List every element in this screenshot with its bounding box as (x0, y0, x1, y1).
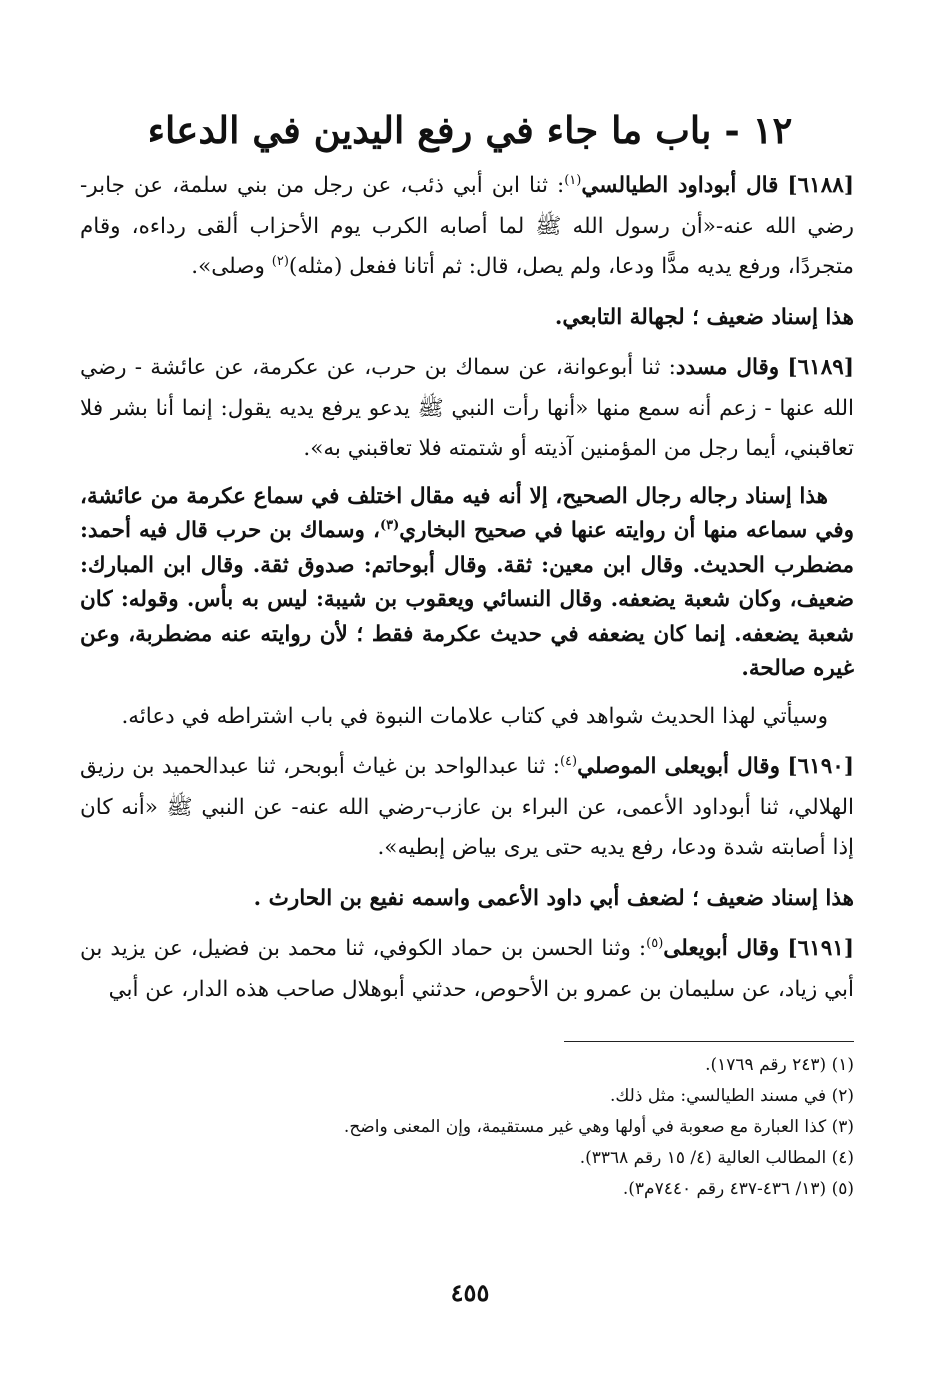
grading-text: هذا إسناد رجاله رجال الصحيح، إلا أنه فيه مقال اختلف في سماع عكرمة من عائشة، وفي سماعه منها أن روايته عنها في صحيح البخاري (80, 483, 854, 543)
footnote-ref-1[interactable]: (١) (564, 172, 582, 188)
footnote-5: (٥) (١٣/ ٤٣٦-٤٣٧ رقم ٧٤٤٠م٣). (622, 1179, 854, 1199)
hadith-text: : ثنا ابن أبي ذئب، عن رجل من بني سلمة، عن جابر- رضي الله عنه-«أن رسول الله ﷺ لما أصابه الكرب يوم الأحزاب ألقى رداءه، وقام متجردًا، ورفع يديه مدًّا ودعا، ولم يصل، قال: ثم أتانا ففعل (مثله) (80, 173, 854, 279)
hadith-number: [٦١٩١] (787, 936, 854, 961)
footnote-3: (٣) كذا العبارة مع صعوبة في أولها وهي غير مستقيمة، وإن المعنى واضح. (343, 1117, 854, 1137)
grading-6189 (80, 480, 854, 687)
footnote-ref-2[interactable]: (٢) (271, 253, 289, 269)
grading-6190: هذا إسناد ضعيف ؛ لضعف أبي داود الأعمى واسمه نفيع بن الحارث . (253, 885, 854, 911)
footnote-ref-4[interactable]: (٤) (559, 753, 578, 769)
hadith-text: : وثنا الحسن بن حماد الكوفي، ثنا محمد بن فضيل، عن يزيد بن أبي زياد، عن سليمان بن عمرو بن الأحوص، حدثني أبوهلال صاحب هذه الدار، عن أبي (80, 936, 854, 1002)
hadith-number: [٦١٩٠] (787, 754, 854, 779)
hadith-text: : ثنا أبوعوانة، عن سماك بن حرب، عن عكرمة، عن عائشة - رضي الله عنها - زعم أنه سمع منها «أنها رأت النبي ﷺ يدعو يرفع يديه يقول: إنما أنا بشر فلا تعاقبني، أيما رجل من المؤمنين آذيته أو شتمته فلا تعاقبني به». (80, 355, 854, 461)
hadith-6191 (80, 929, 854, 1010)
hadith-text-end: وصلى». (191, 254, 272, 279)
hadith-6190 (80, 747, 854, 869)
footnote-ref-3[interactable]: (٣) (379, 517, 400, 533)
cross-reference-note: وسيأتي لهذا الحديث شواهد في كتاب علامات النبوة في باب اشتراطه في دعائه. (121, 703, 828, 729)
narrator: قال أبوداود الطيالسي (581, 173, 779, 198)
narrator: وقال أبويعلى (663, 936, 780, 961)
grading-6188: هذا إسناد ضعيف ؛ لجهالة التابعي. (554, 304, 854, 330)
footnotes (80, 1050, 854, 1205)
hadith-6188 (80, 166, 854, 288)
narrator: وقال أبويعلى الموصلي (577, 754, 780, 779)
footnote-4: (٤) المطالب العالية (٤/ ١٥ رقم ٣٣٦٨). (579, 1148, 854, 1168)
chapter-title: ١٢ - باب ما جاء في رفع اليدين في الدعاء (147, 108, 793, 152)
footnote-divider (564, 1041, 854, 1042)
page-number: ٤٥٥ (450, 1278, 490, 1307)
main-text (80, 166, 854, 1020)
grading-text-continued: ، وسماك بن حرب قال فيه أحمد: مضطرب الحديث. وقال ابن معين: ثقة. وقال أبوحاتم: صدوق ثقة. وقال ابن المبارك: ضعيف، وكان شعبة يضعفه. وقال النسائي ويعقوب بن شيبة: ليس به بأس. وقوله: كان شعبة يضعفه. إنما كان يضعفه في حديث عكرمة فقط ؛ لأن روايته عنه مضطربة، وعن غيره صالحة. (80, 518, 854, 681)
hadith-number: [٦١٨٨] (787, 173, 854, 198)
hadith-text: : ثنا عبدالواحد بن غياث أبوبحر، ثنا عبدالحميد بن رزيق الهلالي، ثنا أبوداود الأعمى، عن البراء بن عازب-رضي الله عنه- عن النبي ﷺ «أنه كان إذا أصابته شدة ودعا، رفع يديه حتى يرى بياض إبطيه». (80, 754, 854, 860)
hadith-number: [٦١٨٩] (787, 355, 854, 380)
footnote-2: (٢) في مسند الطيالسي: مثل ذلك. (609, 1086, 854, 1106)
footnote-1: (١) (٢٤٣ رقم ١٧٦٩). (705, 1055, 854, 1075)
hadith-6189 (80, 348, 854, 470)
footnote-ref-5[interactable]: (٥) (646, 935, 664, 951)
narrator: وقال مسدد (675, 355, 780, 380)
